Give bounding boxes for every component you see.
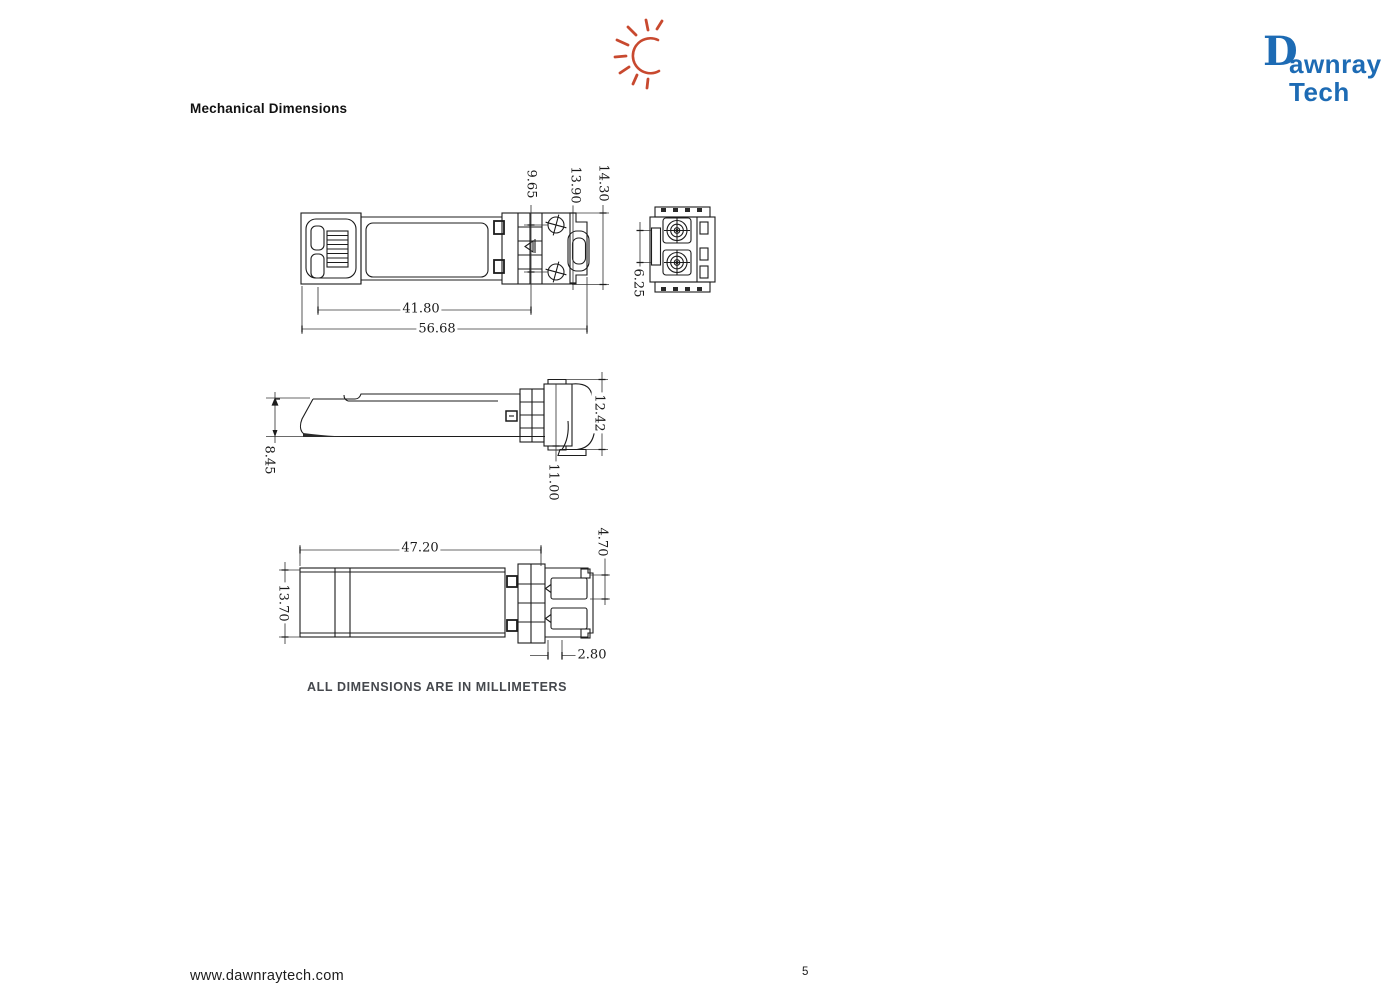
dim-label-side-overall-height: 12.42: [591, 394, 607, 432]
logo-initial: D: [1263, 28, 1298, 75]
dim-label-top-overall-width: 14.30: [595, 164, 611, 202]
top-view-drawing: [301, 213, 589, 284]
units-note: ALL DIMENSIONS ARE IN MILLIMETERS: [307, 680, 568, 694]
dim-label-bottom-body-length: 47.20: [401, 540, 439, 556]
dim-label-top-screw-pitch: 9.65: [523, 169, 539, 199]
bottom-view-dimension-lines: [279, 545, 610, 660]
top-view-dimension-lines: [302, 205, 609, 334]
end-view-drawing: [650, 207, 715, 292]
dim-label-side-body-height: 8.45: [261, 445, 277, 475]
dim-label-top-overall-length: 56.68: [418, 321, 456, 337]
dim-label-end-port-pitch: 6.25: [630, 268, 646, 298]
dim-label-side-rear-height: 11.00: [545, 463, 561, 501]
side-view-drawing: [301, 380, 595, 456]
logo-wordmark: awnray Tech: [1289, 49, 1382, 107]
sun-icon: [610, 12, 690, 92]
dim-label-bottom-body-width: 13.70: [275, 584, 291, 622]
brand-logo: [610, 12, 1382, 107]
page-title: Mechanical Dimensions: [190, 101, 348, 116]
dim-label-bottom-tab-height: 4.70: [594, 527, 610, 557]
footer-page-number: 5: [802, 966, 809, 978]
mechanical-drawing-canvas: [240, 130, 760, 690]
end-view-dimension-lines: [637, 222, 651, 271]
dim-label-top-body-length: 41.80: [402, 301, 440, 317]
bottom-view-drawing: [300, 564, 593, 643]
dim-label-top-cage-width: 13.90: [567, 166, 583, 204]
side-view-dimension-lines: [266, 372, 608, 468]
footer-website: www.dawnraytech.com: [190, 968, 344, 984]
dim-label-bottom-tab-offset: 2.80: [577, 647, 607, 663]
